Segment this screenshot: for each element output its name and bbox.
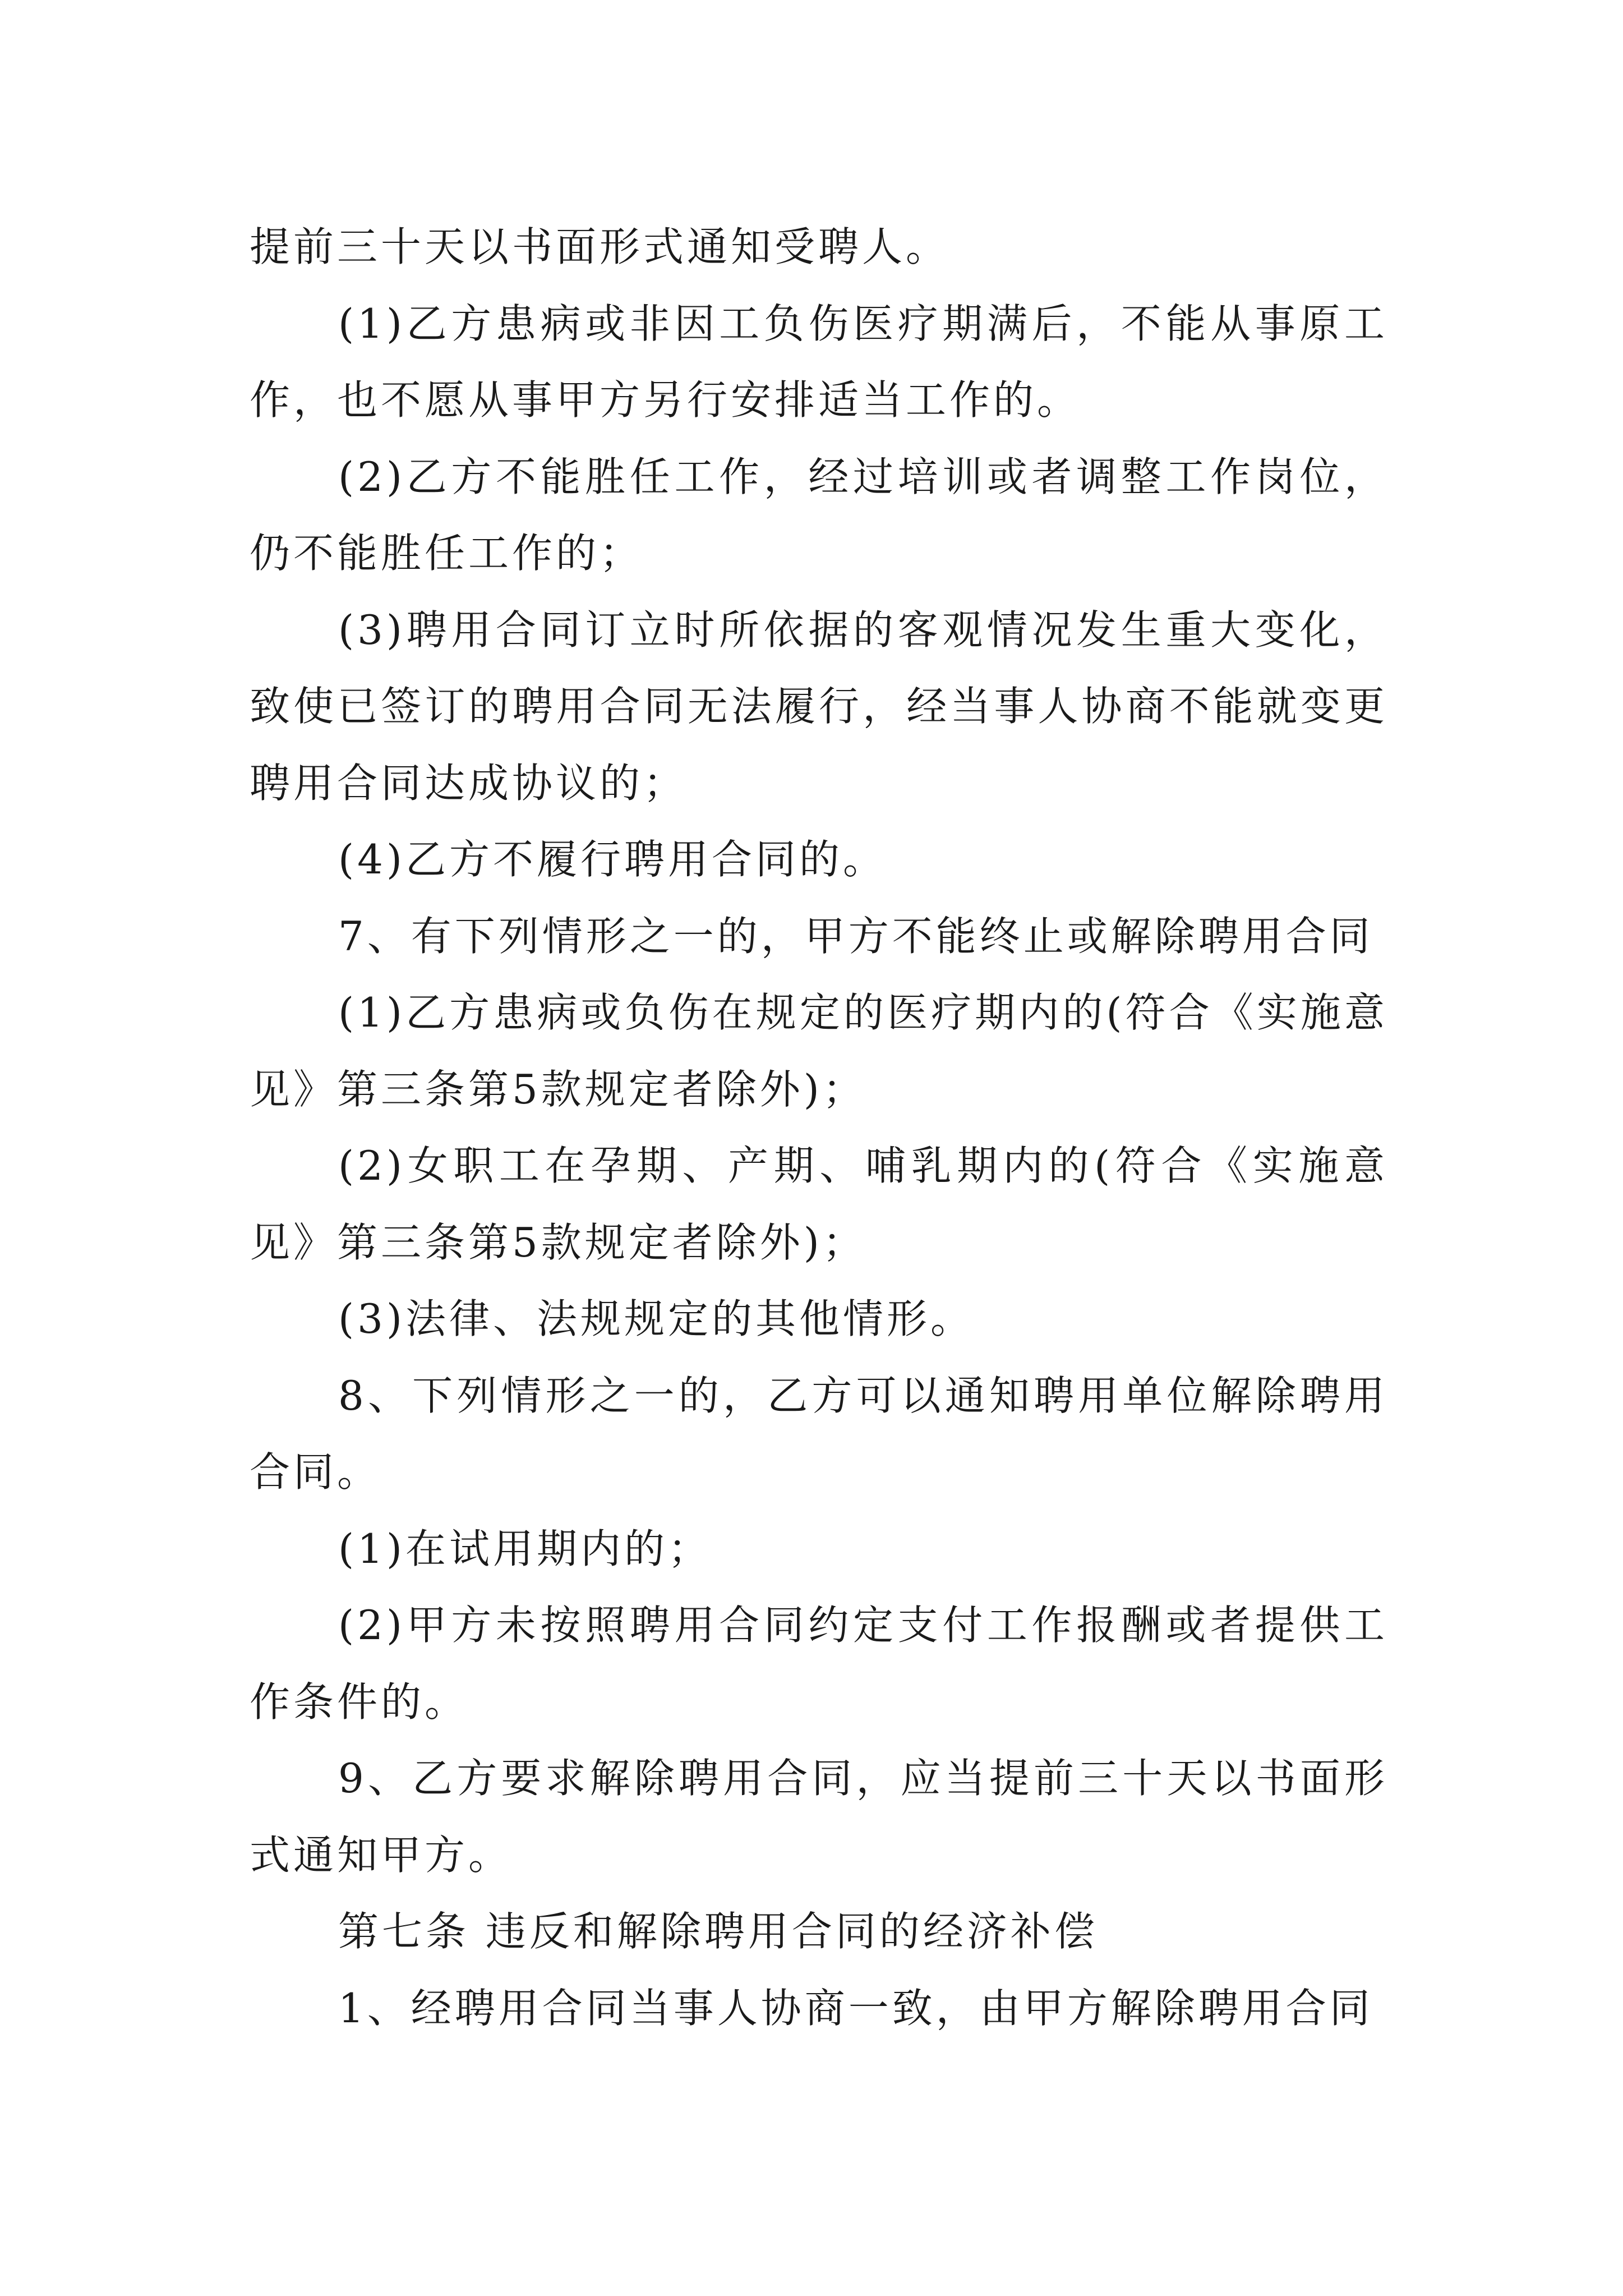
paragraph: (3)聘用合同订立时所依据的客观情况发生重大变化，致使已签订的聘用合同无法履行，经当事人协商不能就变更聘用合同达成协议的；: [250, 606, 1388, 807]
paragraph: (4)乙方不履行聘用合同的。: [338, 836, 887, 883]
paragraph: 8、下列情形之一的，乙方可以通知聘用单位解除聘用合同。: [250, 1372, 1388, 1496]
paragraph: (1)乙方患病或负伤在规定的医疗期内的(符合《实施意见》第三条第5款规定者除外)；: [250, 989, 1388, 1113]
paragraph: 7、有下列情形之一的，甲方不能终止或解除聘用合同: [338, 912, 1373, 960]
paragraph: 9、乙方要求解除聘用合同，应当提前三十天以书面形式通知甲方。: [250, 1755, 1388, 1879]
paragraph: 提前三十天以书面形式通知受聘人。: [250, 223, 950, 270]
paragraph: (3)法律、法规规定的其他情形。: [338, 1295, 974, 1342]
paragraph: (1)在试用期内的；: [338, 1525, 712, 1572]
paragraph: (1)乙方患病或非因工负伤医疗期满后，不能从事原工作，也不愿从事甲方另行安排适当工作的。: [250, 300, 1388, 424]
paragraph: (2)女职工在孕期、产期、哺乳期内的(符合《实施意见》第三条第5款规定者除外)；: [250, 1142, 1388, 1266]
section-heading: 第七条 违反和解除聘用合同的经济补偿: [338, 1908, 1098, 1955]
paragraph: (2)乙方不能胜任工作，经过培训或者调整工作岗位，仍不能胜任工作的；: [250, 453, 1388, 577]
document-body: [250, 209, 1388, 2046]
paragraph: (2)甲方未按照聘用合同约定支付工作报酬或者提供工作条件的。: [250, 1602, 1388, 1726]
paragraph: 1、经聘用合同当事人协商一致，由甲方解除聘用合同: [338, 1984, 1373, 2032]
